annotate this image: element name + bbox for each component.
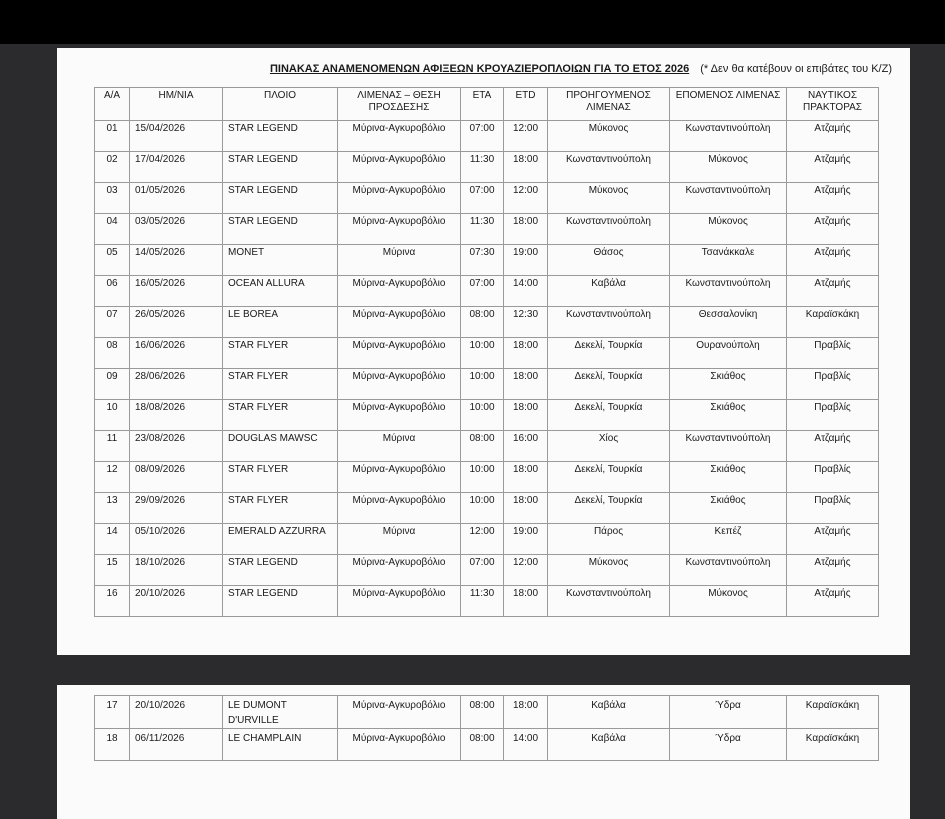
table-row xyxy=(95,555,879,586)
cell-col-ship: STAR FLYER xyxy=(223,338,338,369)
cell-col-aa: 05 xyxy=(95,245,130,276)
cell-col-agent: Ατζαμής xyxy=(787,183,879,214)
header-col-date: ΗΜ/ΝΙΑ xyxy=(130,88,223,121)
cell-col-prev-port: Δεκελί, Τουρκία xyxy=(548,493,670,524)
cell-col-prev-port: Κωνσταντινούπολη xyxy=(548,586,670,617)
cell-col-etd: 12:30 xyxy=(504,307,548,338)
cell-col-agent: Καραϊσκάκη xyxy=(787,696,879,729)
header-col-aa: Α/Α xyxy=(95,88,130,121)
cell-col-date: 03/05/2026 xyxy=(130,214,223,245)
cell-col-aa: 12 xyxy=(95,462,130,493)
cell-col-etd: 12:00 xyxy=(504,121,548,152)
cell-col-ship: LE CHAMPLAIN xyxy=(223,729,338,761)
cell-col-ship: EMERALD AZZURRA xyxy=(223,524,338,555)
cell-col-agent: Ατζαμής xyxy=(787,555,879,586)
cell-col-date: 06/11/2026 xyxy=(130,729,223,761)
document-note: (* Δεν θα κατέβουν οι επιβάτες του Κ/Ζ) xyxy=(700,63,892,75)
document-page-2 xyxy=(57,685,910,819)
cell-col-date: 18/08/2026 xyxy=(130,400,223,431)
cell-col-ship: STAR FLYER xyxy=(223,493,338,524)
cell-col-date: 28/06/2026 xyxy=(130,369,223,400)
cell-col-etd: 19:00 xyxy=(504,524,548,555)
cell-col-next-port: Σκιάθος xyxy=(670,462,787,493)
cell-col-prev-port: Καβάλα xyxy=(548,696,670,729)
cell-col-ship: DOUGLAS MAWSC xyxy=(223,431,338,462)
cell-col-next-port: Ουρανούπολη xyxy=(670,338,787,369)
cell-col-port: Μύρινα-Αγκυροβόλιο xyxy=(338,400,461,431)
cell-col-etd: 18:00 xyxy=(504,152,548,183)
cell-col-eta: 11:30 xyxy=(461,214,504,245)
table-row xyxy=(95,524,879,555)
cell-col-date: 20/10/2026 xyxy=(130,696,223,729)
cell-col-eta: 11:30 xyxy=(461,586,504,617)
cell-col-ship: STAR LEGEND xyxy=(223,152,338,183)
cell-col-prev-port: Δεκελί, Τουρκία xyxy=(548,369,670,400)
cell-col-eta: 10:00 xyxy=(461,369,504,400)
table-row xyxy=(95,400,879,431)
cell-col-agent: Ατζαμής xyxy=(787,245,879,276)
cell-col-port: Μύρινα-Αγκυροβόλιο xyxy=(338,462,461,493)
cell-col-etd: 18:00 xyxy=(504,369,548,400)
table-row xyxy=(95,462,879,493)
table-header-row xyxy=(95,88,879,121)
header-col-port: ΛΙΜΕΝΑΣ – ΘΕΣΗ ΠΡΟΣΔΕΣΗΣ xyxy=(338,88,461,121)
cell-col-next-port: Τσανάκκαλε xyxy=(670,245,787,276)
cell-col-eta: 08:00 xyxy=(461,696,504,729)
cell-col-port: Μύρινα-Αγκυροβόλιο xyxy=(338,369,461,400)
cell-col-aa: 04 xyxy=(95,214,130,245)
document-header xyxy=(57,63,910,75)
cell-col-ship: STAR FLYER xyxy=(223,369,338,400)
cell-col-port: Μύρινα-Αγκυροβόλιο xyxy=(338,152,461,183)
header-col-etd: ETD xyxy=(504,88,548,121)
table-row xyxy=(95,431,879,462)
table-row xyxy=(95,276,879,307)
cell-col-port: Μύρινα-Αγκυροβόλιο xyxy=(338,183,461,214)
cell-col-etd: 18:00 xyxy=(504,462,548,493)
cell-col-aa: 07 xyxy=(95,307,130,338)
cell-col-agent: Ατζαμής xyxy=(787,524,879,555)
cell-col-next-port: Ύδρα xyxy=(670,729,787,761)
cell-col-aa: 09 xyxy=(95,369,130,400)
cell-col-prev-port: Θάσος xyxy=(548,245,670,276)
cell-col-next-port: Μύκονος xyxy=(670,586,787,617)
cell-col-eta: 11:30 xyxy=(461,152,504,183)
cell-col-next-port: Κωνσταντινούπολη xyxy=(670,555,787,586)
table-row xyxy=(95,183,879,214)
table-row xyxy=(95,493,879,524)
cell-col-eta: 08:00 xyxy=(461,729,504,761)
document-title: ΠΙΝΑΚΑΣ ΑΝΑΜΕΝΟΜΕΝΩΝ ΑΦΙΞΕΩΝ ΚΡΟΥΑΖΙΕΡΟΠΛΟΙΩΝ ΓΙΑ ΤΟ ΕΤΟΣ 2026 xyxy=(269,63,690,75)
cell-col-next-port: Κεπέζ xyxy=(670,524,787,555)
cell-col-eta: 07:30 xyxy=(461,245,504,276)
document-page-1 xyxy=(57,48,910,655)
cell-col-next-port: Σκιάθος xyxy=(670,369,787,400)
cell-col-prev-port: Καβάλα xyxy=(548,729,670,761)
cell-col-aa: 03 xyxy=(95,183,130,214)
cell-col-prev-port: Μύκονος xyxy=(548,183,670,214)
table-row xyxy=(95,121,879,152)
cell-col-prev-port: Κωνσταντινούπολη xyxy=(548,214,670,245)
cell-col-aa: 17 xyxy=(95,696,130,729)
table-row xyxy=(95,729,879,761)
table-row xyxy=(95,245,879,276)
cell-col-eta: 12:00 xyxy=(461,524,504,555)
cell-col-date: 17/04/2026 xyxy=(130,152,223,183)
cell-col-etd: 18:00 xyxy=(504,696,548,729)
cell-col-date: 26/05/2026 xyxy=(130,307,223,338)
cell-col-next-port: Κωνσταντινούπολη xyxy=(670,431,787,462)
cell-col-ship: STAR LEGEND xyxy=(223,121,338,152)
cell-col-agent: Πραβλίς xyxy=(787,462,879,493)
cell-col-date: 23/08/2026 xyxy=(130,431,223,462)
cell-col-agent: Πραβλίς xyxy=(787,400,879,431)
cell-col-next-port: Κωνσταντινούπολη xyxy=(670,276,787,307)
cell-col-next-port: Κωνσταντινούπολη xyxy=(670,121,787,152)
header-col-prev-port: ΠΡΟΗΓΟΥΜΕΝΟΣ ΛΙΜΕΝΑΣ xyxy=(548,88,670,121)
cell-col-next-port: Μύκονος xyxy=(670,152,787,183)
cell-col-ship: STAR LEGEND xyxy=(223,555,338,586)
cell-col-aa: 08 xyxy=(95,338,130,369)
cell-col-port: Μύρινα-Αγκυροβόλιο xyxy=(338,307,461,338)
header-col-eta: ETA xyxy=(461,88,504,121)
cell-col-aa: 15 xyxy=(95,555,130,586)
cell-col-etd: 16:00 xyxy=(504,431,548,462)
cell-col-agent: Πραβλίς xyxy=(787,493,879,524)
cell-col-port: Μύρινα-Αγκυροβόλιο xyxy=(338,729,461,761)
cell-col-ship: LE BOREA xyxy=(223,307,338,338)
cell-col-ship: LE DUMONT D'URVILLE xyxy=(223,696,338,729)
cell-col-next-port: Μύκονος xyxy=(670,214,787,245)
cell-col-date: 29/09/2026 xyxy=(130,493,223,524)
table-row xyxy=(95,214,879,245)
cell-col-port: Μύρινα-Αγκυροβόλιο xyxy=(338,338,461,369)
table-row xyxy=(95,369,879,400)
cell-col-agent: Ατζαμής xyxy=(787,431,879,462)
cell-col-eta: 07:00 xyxy=(461,183,504,214)
cell-col-prev-port: Δεκελί, Τουρκία xyxy=(548,338,670,369)
cell-col-prev-port: Δεκελί, Τουρκία xyxy=(548,462,670,493)
cell-col-next-port: Κωνσταντινούπολη xyxy=(670,183,787,214)
cell-col-prev-port: Χίος xyxy=(548,431,670,462)
cell-col-agent: Καραϊσκάκη xyxy=(787,307,879,338)
cell-col-prev-port: Μύκονος xyxy=(548,555,670,586)
cell-col-ship: MONET xyxy=(223,245,338,276)
cell-col-eta: 10:00 xyxy=(461,493,504,524)
cell-col-prev-port: Μύκονος xyxy=(548,121,670,152)
cell-col-agent: Ατζαμής xyxy=(787,152,879,183)
cell-col-ship: OCEAN ALLURA xyxy=(223,276,338,307)
cell-col-date: 14/05/2026 xyxy=(130,245,223,276)
cell-col-date: 16/06/2026 xyxy=(130,338,223,369)
table-row xyxy=(95,152,879,183)
cell-col-etd: 12:00 xyxy=(504,183,548,214)
cell-col-aa: 16 xyxy=(95,586,130,617)
cell-col-prev-port: Δεκελί, Τουρκία xyxy=(548,400,670,431)
cell-col-aa: 14 xyxy=(95,524,130,555)
cell-col-etd: 14:00 xyxy=(504,276,548,307)
cell-col-agent: Ατζαμής xyxy=(787,214,879,245)
header-col-ship: ΠΛΟΙΟ xyxy=(223,88,338,121)
cell-col-next-port: Θεσσαλονίκη xyxy=(670,307,787,338)
cell-col-etd: 18:00 xyxy=(504,586,548,617)
cell-col-port: Μύρινα-Αγκυροβόλιο xyxy=(338,555,461,586)
cell-col-next-port: Σκιάθος xyxy=(670,400,787,431)
cell-col-eta: 10:00 xyxy=(461,462,504,493)
cell-col-agent: Πραβλίς xyxy=(787,369,879,400)
cell-col-port: Μύρινα-Αγκυροβόλιο xyxy=(338,696,461,729)
cell-col-port: Μύρινα-Αγκυροβόλιο xyxy=(338,493,461,524)
cell-col-aa: 01 xyxy=(95,121,130,152)
header-col-agent: ΝΑΥΤΙΚΟΣ ΠΡΑΚΤΟΡΑΣ xyxy=(787,88,879,121)
cell-col-eta: 07:00 xyxy=(461,276,504,307)
cell-col-eta: 08:00 xyxy=(461,307,504,338)
cell-col-date: 05/10/2026 xyxy=(130,524,223,555)
cell-col-port: Μύρινα-Αγκυροβόλιο xyxy=(338,214,461,245)
cell-col-prev-port: Καβάλα xyxy=(548,276,670,307)
table-row xyxy=(95,307,879,338)
cell-col-date: 20/10/2026 xyxy=(130,586,223,617)
cell-col-ship: STAR FLYER xyxy=(223,400,338,431)
cell-col-agent: Ατζαμής xyxy=(787,121,879,152)
cell-col-aa: 13 xyxy=(95,493,130,524)
cell-col-port: Μύρινα-Αγκυροβόλιο xyxy=(338,586,461,617)
cell-col-port: Μύρινα xyxy=(338,524,461,555)
cell-col-eta: 08:00 xyxy=(461,431,504,462)
table-row xyxy=(95,586,879,617)
cell-col-date: 15/04/2026 xyxy=(130,121,223,152)
cell-col-agent: Ατζαμής xyxy=(787,276,879,307)
cell-col-agent: Καραϊσκάκη xyxy=(787,729,879,761)
cell-col-port: Μύρινα xyxy=(338,245,461,276)
cruise-arrivals-table xyxy=(94,87,879,617)
cell-col-date: 08/09/2026 xyxy=(130,462,223,493)
cell-col-date: 16/05/2026 xyxy=(130,276,223,307)
cell-col-etd: 12:00 xyxy=(504,555,548,586)
cell-col-etd: 19:00 xyxy=(504,245,548,276)
cell-col-agent: Ατζαμής xyxy=(787,586,879,617)
cell-col-date: 18/10/2026 xyxy=(130,555,223,586)
cell-col-etd: 14:00 xyxy=(504,729,548,761)
cell-col-date: 01/05/2026 xyxy=(130,183,223,214)
cell-col-port: Μύρινα-Αγκυροβόλιο xyxy=(338,121,461,152)
cell-col-etd: 18:00 xyxy=(504,400,548,431)
cell-col-aa: 18 xyxy=(95,729,130,761)
cell-col-agent: Πραβλίς xyxy=(787,338,879,369)
cell-col-aa: 06 xyxy=(95,276,130,307)
cell-col-port: Μύρινα xyxy=(338,431,461,462)
cell-col-port: Μύρινα-Αγκυροβόλιο xyxy=(338,276,461,307)
cell-col-ship: STAR FLYER xyxy=(223,462,338,493)
cell-col-prev-port: Πάρος xyxy=(548,524,670,555)
header-col-next-port: ΕΠΟΜΕΝΟΣ ΛΙΜΕΝΑΣ xyxy=(670,88,787,121)
cell-col-next-port: Ύδρα xyxy=(670,696,787,729)
cell-col-etd: 18:00 xyxy=(504,493,548,524)
cell-col-eta: 07:00 xyxy=(461,121,504,152)
cell-col-aa: 02 xyxy=(95,152,130,183)
cell-col-prev-port: Κωνσταντινούπολη xyxy=(548,152,670,183)
cell-col-eta: 07:00 xyxy=(461,555,504,586)
cell-col-ship: STAR LEGEND xyxy=(223,183,338,214)
cell-col-eta: 10:00 xyxy=(461,338,504,369)
cell-col-aa: 11 xyxy=(95,431,130,462)
cell-col-etd: 18:00 xyxy=(504,338,548,369)
table-row xyxy=(95,338,879,369)
cell-col-ship: STAR LEGEND xyxy=(223,586,338,617)
cell-col-next-port: Σκιάθος xyxy=(670,493,787,524)
cell-col-prev-port: Κωνσταντινούπολη xyxy=(548,307,670,338)
cell-col-aa: 10 xyxy=(95,400,130,431)
cell-col-etd: 18:00 xyxy=(504,214,548,245)
cruise-arrivals-table-continued xyxy=(94,695,879,761)
table-row xyxy=(95,696,879,729)
cell-col-ship: STAR LEGEND xyxy=(223,214,338,245)
cell-col-eta: 10:00 xyxy=(461,400,504,431)
